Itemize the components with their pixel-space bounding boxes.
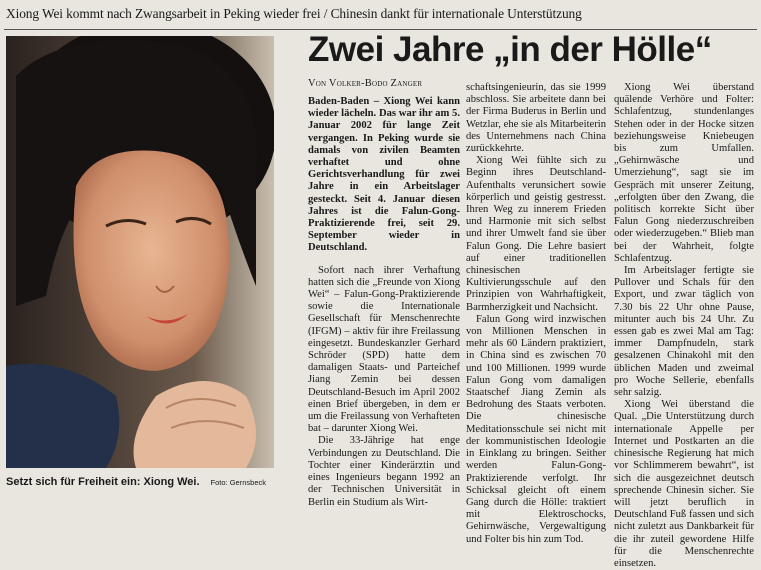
photo-caption xyxy=(6,476,274,488)
lead-paragraph: Baden-Baden – Xiong Wei kann wieder lächeln. Das war ihr am 5. Januar 2002 für lange Zeit vergangen. In Peking wurde sie damals von zivilen Beamten verhaftet und ohne Gerichtsverhandlung für zwei Jahre in ein Arbeitslager gesteckt. Seit 4. Januar diesen Jahres ist die Falun-Gong-Praktizierende frei, seit 29. September wieder in Deutschland. xyxy=(308,96,460,254)
kicker-line: Xiong Wei kommt nach Zwangsarbeit in Peking wieder frei / Chinesin dankt für internationale Unterstützung xyxy=(6,6,582,21)
article-column-2 xyxy=(466,82,606,546)
body-paragraph: Xiong Wei fühlte sich zu Beginn ihres Deutschland-Aufenthalts verunsichert sowie körperlich und geistig gestresst. Ihren Weg zu innerem Frieden und Harmonie mit sich selbst und ihrer Umwelt fand sie über Falun Gong. Die Lehre basiert auf einer traditionellen chinesischen Kultivierungsschule auf den Prinzipien von Wahrhaftigkeit, Barmherzigkeit und Nachsicht. xyxy=(466,155,606,313)
body-paragraph: Xiong Wei überstand quälende Verhöre und Folter: Schlafentzug, stundenlanges Stehen oder in der Hocke sitzen beziehungsweise Kniebeugen bis zum Umfallen. „Gehirnwäsche und Umerziehung“, sagt sie im Gespräch mit unserer Zeitung, „erfolgten über den Zwang, die politisch korrekte Sicht über Falun Gong niederzuschreiben oder wiederzugeben.“ Blieb man bei der Wahrheit, folgte Schlafentzug. xyxy=(614,82,754,264)
body-paragraph: Sofort nach ihrer Verhaftung hatten sich die „Freunde von Xiong Wei“ – Falun-Gong-Praktizierende sowie die Internationale Gesellschaft für Menschenrechte (IFGM) – aktiv für ihre Freilassung eingesetzt. Bundeskanzler Gerhard Schröder (SPD) hatte dem damaligen Staats- und Parteichef Jiang Zemin bei dessen Deutschland-Besuch im April 2002 einen Brief übergeben, in dem er um die Freilassung von Verhafteten bat – darunter Xiong Wei. xyxy=(308,264,460,435)
article-column-3 xyxy=(614,82,754,570)
portrait-photo xyxy=(6,36,274,468)
body-paragraph: Xiong Wei überstand die Qual. „Die Unterstützung durch internationale Appelle per Internet und Postkarten an die chinesische Regierung hat mich vor Schlimmerem bewahrt“, ist sich die ausgezeichnet deutsch sprechende Chinesin sicher. Sie will jetzt beruflich in Deutschland Fuß fassen und sich nicht zuletzt aus Dankbarkeit für die ihr zuteil gewordene Hilfe für die Menschenrechte einsetzen. xyxy=(614,399,754,569)
body-paragraph: schaftsingenieurin, das sie 1999 abschloss. Sie arbeitete dann bei der Firma Buderus in Berlin und Wetzlar, ehe sie als Mitarbeiterin des Unternehmens nach China zurückkehrte. xyxy=(466,82,606,155)
headline: Zwei Jahre „in der Hölle“ xyxy=(308,30,712,69)
body-paragraph: Die 33-Jährige hat enge Verbindungen zu Deutschland. Die Tochter einer Kinderärztin und eines Ingenieurs begann 1992 an der Technischen Universität in Berlin ein Studium als Wirt- xyxy=(308,435,460,508)
byline: Von Volker-Bodo Zanger xyxy=(308,78,423,89)
caption-text: Setzt sich für Freiheit ein: Xiong Wei. xyxy=(6,476,200,488)
body-paragraph: Falun Gong wird inzwischen von Millionen Menschen in mehr als 60 Ländern praktiziert, in China sind es zwischen 70 und 100 Millionen. 1999 wurde Falun Gong vom damaligen Staatschef Jiang Zemin als Bedrohung des Staats verboten. Die chinesische Meditationsschule sei nicht mit der kommunistischen Ideologie in Einklang zu bringen. Seither werden Falun-Gong-Praktizierende verfolgt. Ihr Schicksal gleicht oft einem Gang durch die Hölle: traktiert mit Elektroschocks, Gehirnwäsche, Vergewaltigung und Folter bis hin zum Tod. xyxy=(466,313,606,545)
article-column-1 xyxy=(308,96,460,509)
body-paragraph: Im Arbeitslager fertigte sie Pullover und Schals für den Export, und zwar täglich von 7.30 bis 22 Uhr ohne Pause, mitunter auch bis 24 Uhr. Zu essen gab es zwei Mal am Tag: immer Dampfnudeln, stark gesalzenen Chinakohl mit den üblichen Maden und zweimal pro Woche Sellerie, ebenfalls sehr salzig. xyxy=(614,265,754,399)
photo-credit: Foto: Gernsbeck xyxy=(210,478,266,487)
portrait-illustration xyxy=(6,36,274,468)
